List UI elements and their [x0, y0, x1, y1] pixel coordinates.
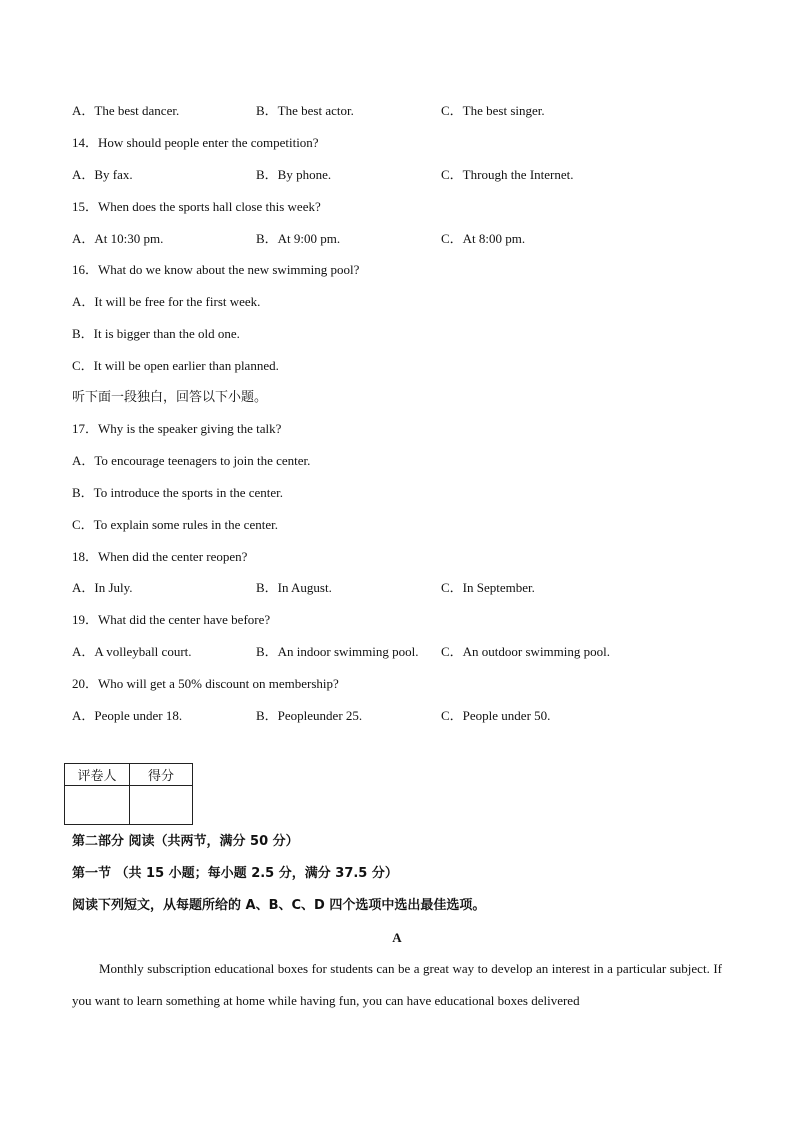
q17-option-a: A．To encourage teenagers to join the center. — [72, 453, 311, 468]
q14-option-b: B．By phone. — [256, 167, 332, 182]
q13-option-a: A．The best dancer. — [72, 103, 180, 118]
q17-question: 17．Why is the speaker giving the talk? — [72, 421, 282, 436]
reading-instruction: 阅读下列短文，从每题所给的 A、B、C、D 四个选项中选出最佳选项。 — [72, 898, 486, 913]
q20-option-c: C．People under 50. — [441, 708, 551, 723]
q13-option-b: B．The best actor. — [256, 103, 354, 118]
q18-option-a: A．In July. — [72, 580, 133, 595]
q18-option-c: C．In September. — [441, 580, 535, 595]
passage-label: A — [392, 930, 402, 945]
q17-option-c: C．To explain some rules in the center. — [72, 517, 278, 532]
monologue-instruction: 听下面一段独白，回答以下小题。 — [72, 390, 268, 405]
q19-option-c: C．An outdoor swimming pool. — [441, 644, 611, 659]
q18-question: 18．When did the center reopen? — [72, 549, 248, 564]
q19-question: 19．What did the center have before? — [72, 612, 271, 627]
part2-title: 第二部分 阅读（共两节，满分 50 分） — [72, 834, 299, 849]
q17-option-b: B．To introduce the sports in the center. — [72, 485, 284, 500]
q15-question: 15．When does the sports hall close this week? — [72, 199, 321, 214]
q18-option-b: B．In August. — [256, 580, 332, 595]
reviewer-cell[interactable] — [65, 786, 130, 825]
q16-option-a: A．It will be free for the first week. — [72, 294, 261, 309]
q15-option-b: B．At 9:00 pm. — [256, 231, 341, 246]
q14-option-c: C．Through the Internet. — [441, 167, 574, 182]
q16-option-c: C．It will be open earlier than planned. — [72, 358, 279, 373]
q14-question: 14．How should people enter the competition? — [72, 135, 319, 150]
q19-option-a: A．A volleyball court. — [72, 644, 192, 659]
q16-option-b: B．It is bigger than the old one. — [72, 326, 240, 341]
q20-option-a: A．People under 18. — [72, 708, 183, 723]
q20-option-b: B．Peopleunder 25. — [256, 708, 363, 723]
section1-title: 第一节 （共 15 小题；每小题 2.5 分，满分 37.5 分） — [72, 866, 398, 881]
score-header: 得分 — [130, 764, 193, 786]
q20-question: 20．Who will get a 50% discount on membership? — [72, 676, 339, 691]
q16-question: 16．What do we know about the new swimming pool? — [72, 262, 360, 277]
score-table — [64, 763, 193, 825]
reviewer-header: 评卷人 — [65, 764, 130, 786]
q19-option-b: B．An indoor swimming pool. — [256, 644, 419, 659]
q14-option-a: A．By fax. — [72, 167, 133, 182]
score-cell[interactable] — [130, 786, 193, 825]
q13-option-c: C．The best singer. — [441, 103, 545, 118]
q15-option-a: A．At 10:30 pm. — [72, 231, 164, 246]
q15-option-c: C．At 8:00 pm. — [441, 231, 526, 246]
passage-text: Monthly subscription educational boxes for students can be a great way to develop an interest in a particular subject. If you want to learn something at home while having fun, you can have educational boxes delivered — [72, 961, 722, 1008]
